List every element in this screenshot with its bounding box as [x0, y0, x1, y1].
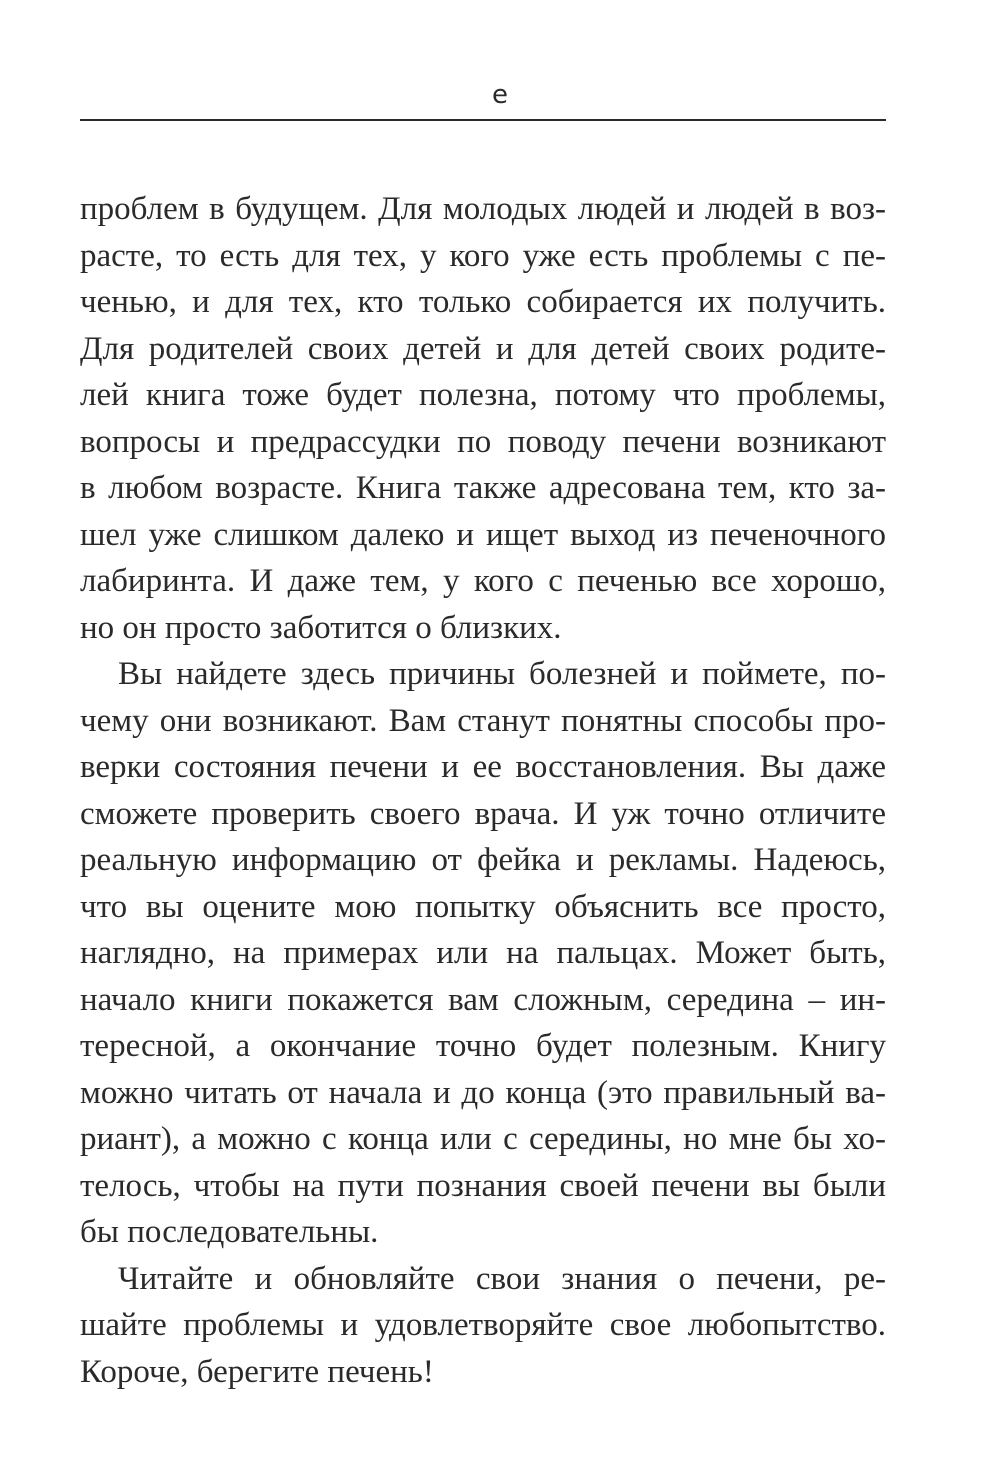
text-line: риант), а можно с конца или с середины, но мне бы хо- [80, 1121, 886, 1157]
text-line: что вы оцените мою попытку объяснить все просто, [80, 888, 886, 925]
text-line: шайте проблемы и удовлетворяйте свое любопытство. [80, 1307, 886, 1343]
text-line: но он просто заботится о близких. [80, 609, 562, 646]
text-line: лабиринта. И даже тем, у кого с печенью все хорошо, [80, 563, 886, 599]
text-line: ченью, и для тех, кто только собирается их получить. [80, 284, 886, 320]
text-line: Вы найдете здесь причины болезней и поймете, по- [118, 656, 886, 692]
text-line: шел уже слишком далеко и ищет выход из печеночного [80, 516, 886, 553]
text-line: лей книга тоже будет полезна, потому что проблемы, [80, 377, 886, 413]
header-rule [80, 119, 886, 121]
running-head: е [492, 80, 508, 110]
text-line: можно читать от начала и до конца (это правильный ва- [80, 1074, 886, 1111]
text-line: расте, то есть для тех, у кого уже есть проблемы с пе- [80, 237, 886, 274]
text-line: в любом возрасте. Книга также адресована тем, кто за- [80, 470, 886, 506]
text-line: чему они возникают. Вам станут понятны способы про- [80, 702, 886, 739]
body-text [80, 186, 886, 1395]
text-line: тересной, а окончание точно будет полезным. Книгу [80, 1028, 886, 1064]
text-line: сможете проверить своего врача. И уж точно отличите [80, 795, 886, 832]
text-line: Короче, берегите печень! [80, 1353, 434, 1390]
text-line: бы последовательны. [80, 1214, 379, 1250]
text-line: наглядно, на примерах или на пальцах. Может быть, [80, 935, 886, 971]
text-line: телось, чтобы на пути познания своей печени вы были [80, 1167, 886, 1204]
text-line: начало книги покажется вам сложным, середина – ин- [80, 981, 886, 1018]
text-line: Для родителей своих детей и для детей своих родите- [80, 330, 886, 367]
text-line: верки состояния печени и ее восстановления. Вы даже [80, 749, 886, 785]
text-line: вопросы и предрассудки по поводу печени возникают [80, 423, 886, 460]
text-line: реальную информацию от фейка и рекламы. Надеюсь, [80, 842, 886, 878]
text-line: Читайте и обновляйте свои знания о печени, ре- [118, 1260, 886, 1297]
text-line: проблем в будущем. Для молодых людей и людей в воз- [80, 191, 886, 227]
